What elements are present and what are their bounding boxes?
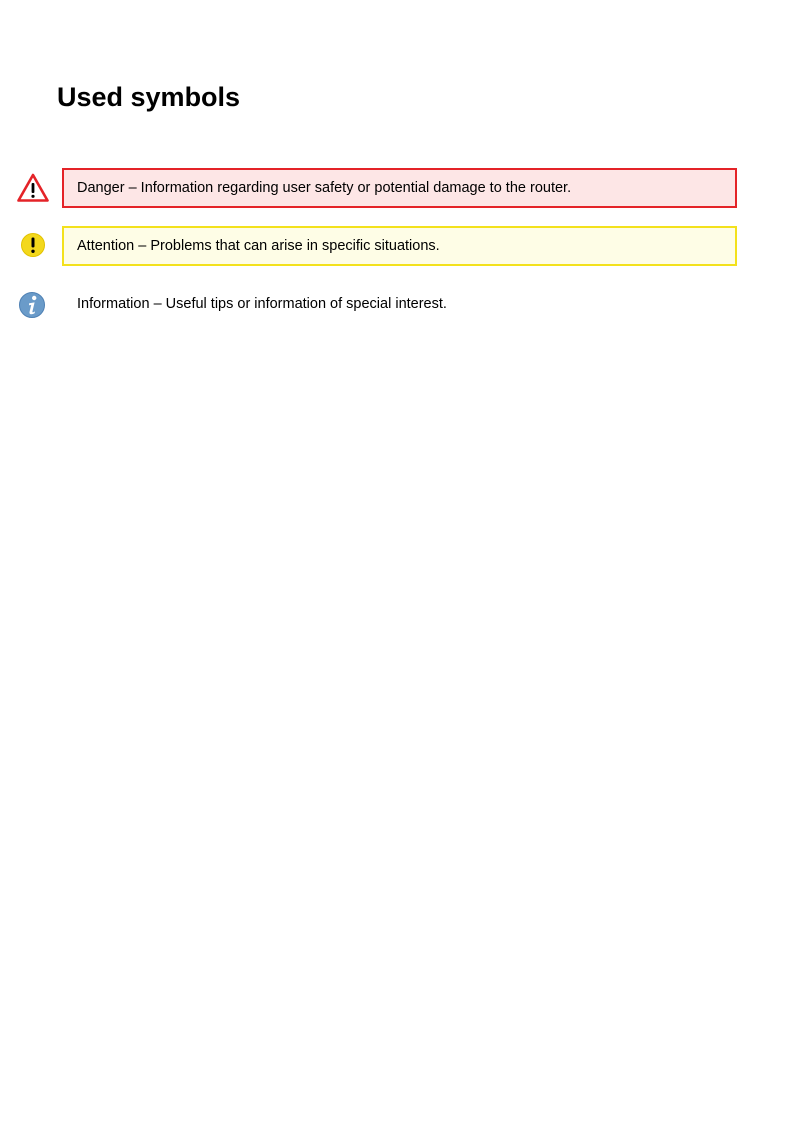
- danger-note-box: [62, 168, 737, 208]
- info-circle-icon: [17, 289, 49, 321]
- attention-note-text: Attention – Problems that can arise in specific situations.: [77, 238, 440, 254]
- information-note-text: Information – Useful tips or information of special interest.: [77, 296, 447, 312]
- warning-triangle-icon: [17, 172, 49, 204]
- page-title: Used symbols: [57, 82, 241, 112]
- danger-note-text: Danger – Information regarding user safety or potential damage to the router.: [77, 180, 572, 196]
- information-note-box: [62, 284, 737, 324]
- attention-note-box: [62, 226, 737, 266]
- exclamation-circle-icon: [17, 229, 49, 261]
